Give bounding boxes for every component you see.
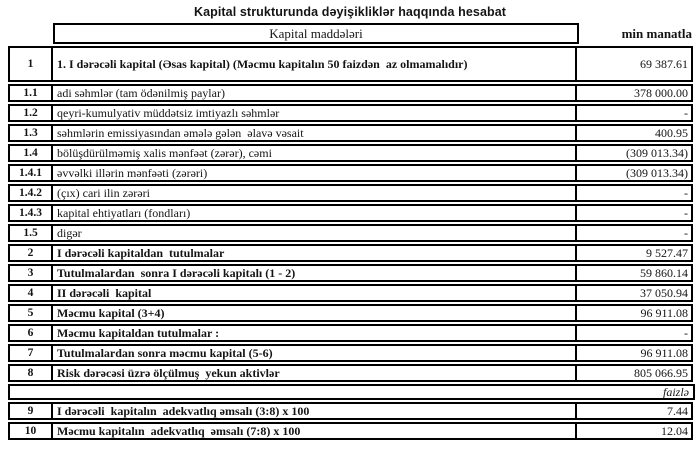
row-label: Tutulmalardan sonra məcmu kapital (5-6) (51, 344, 577, 362)
row-label: bölüşdürülməmiş xalis mənfəət (zərər), cəmi (51, 144, 577, 162)
row-label: digər (51, 224, 577, 242)
table-row (8, 402, 695, 420)
row-value: - (575, 224, 693, 242)
row-label: əvvəlki illərin mənfəəti (zərəri) (51, 164, 577, 182)
row-number: 1.4.3 (8, 204, 53, 222)
row-number: 1 (8, 46, 53, 82)
row-value: - (575, 104, 693, 122)
row-number: 2 (8, 244, 53, 262)
row-value: 378 000.00 (575, 84, 693, 102)
row-label: Risk dərəcəsi üzrə ölçülmuş yekun aktivlər (51, 364, 577, 382)
table-row (8, 104, 695, 122)
row-value: (309 013.34) (575, 164, 693, 182)
row-label: kapital ehtiyatları (fondları) (51, 204, 577, 222)
table-row (8, 364, 695, 382)
table-row (8, 422, 695, 440)
row-label: Tutulmalardan sonra I dərəcəli kapitalı (1 - 2) (51, 264, 577, 282)
header-unit-thousand-manat: min manatla (621, 26, 692, 41)
row-number: 3 (8, 264, 53, 282)
table-row (8, 164, 695, 182)
row-label: Məcmu kapital (3+4) (51, 304, 577, 322)
table-row (8, 344, 695, 362)
row-number: 1.1 (8, 84, 53, 102)
row-number: 1.4.2 (8, 184, 53, 202)
row-number: 8 (8, 364, 53, 382)
row-number: 10 (8, 422, 53, 440)
row-number: 6 (8, 324, 53, 342)
row-label: səhmlərin emissiyasından əmələ gələn əlavə vəsait (51, 124, 577, 142)
table-row (8, 184, 695, 202)
row-number: 1.3 (8, 124, 53, 142)
row-number: 1.2 (8, 104, 53, 122)
row-number: 5 (8, 304, 53, 322)
row-value: (309 013.34) (575, 144, 693, 162)
row-value: 400.95 (575, 124, 693, 142)
row-value: - (575, 204, 693, 222)
row-number: 4 (8, 284, 53, 302)
table-row (8, 124, 695, 142)
row-label: I dərəcəli kapitaldan tutulmalar (51, 244, 577, 262)
table-row (8, 224, 695, 242)
row-value: 7.44 (575, 402, 693, 420)
row-value: 59 860.14 (575, 264, 693, 282)
row-label: 1. I dərəcəli kapital (Əsas kapital) (Məcmu kapitalın 50 faizdən az olmamalıdır) (51, 46, 577, 82)
row-value: 805 066.95 (575, 364, 693, 382)
row-label: Məcmu kapitalın adekvatlıq əmsalı (7:8) x 100 (51, 422, 577, 440)
row-value: 96 911.08 (575, 304, 693, 322)
unit-note-percent: faizlə (8, 384, 695, 400)
table-row (8, 324, 695, 342)
row-label: adi səhmlər (tam ödənilmiş paylar) (51, 84, 577, 102)
row-value: - (575, 324, 693, 342)
row-label: (çıx) cari ilin zərəri (51, 184, 577, 202)
report-title: Kapital strukturunda dəyişikliklər haqqında hesabat (193, 5, 507, 19)
table-header-row (53, 23, 695, 44)
table-row (8, 144, 695, 162)
table-row (8, 304, 695, 322)
row-label: Məcmu kapitaldan tutulmalar : (51, 324, 577, 342)
row-number: 1.4 (8, 144, 53, 162)
table-row (8, 284, 695, 302)
row-value: 9 527.47 (575, 244, 693, 262)
row-number: 1.5 (8, 224, 53, 242)
row-number: 1.4.1 (8, 164, 53, 182)
table-row (8, 46, 695, 82)
table-row (8, 244, 695, 262)
capital-structure-table (8, 23, 695, 440)
row-number: 7 (8, 344, 53, 362)
row-label: qeyri-kumulyativ müddətsiz imtiyazlı səhmlər (51, 104, 577, 122)
row-value: 96 911.08 (575, 344, 693, 362)
table-row (8, 264, 695, 282)
table-row (8, 204, 695, 222)
row-value: 69 387.61 (575, 46, 693, 82)
row-value: 37 050.94 (575, 284, 693, 302)
table-row (8, 84, 695, 102)
row-label: I dərəcəli kapitalın adekvatlıq əmsalı (3:8) x 100 (51, 402, 577, 420)
row-value: 12.04 (575, 422, 693, 440)
row-label: II dərəcəli kapital (51, 284, 577, 302)
header-capital-items: Kapital maddələri (53, 23, 579, 44)
row-value: - (575, 184, 693, 202)
row-number: 9 (8, 402, 53, 420)
